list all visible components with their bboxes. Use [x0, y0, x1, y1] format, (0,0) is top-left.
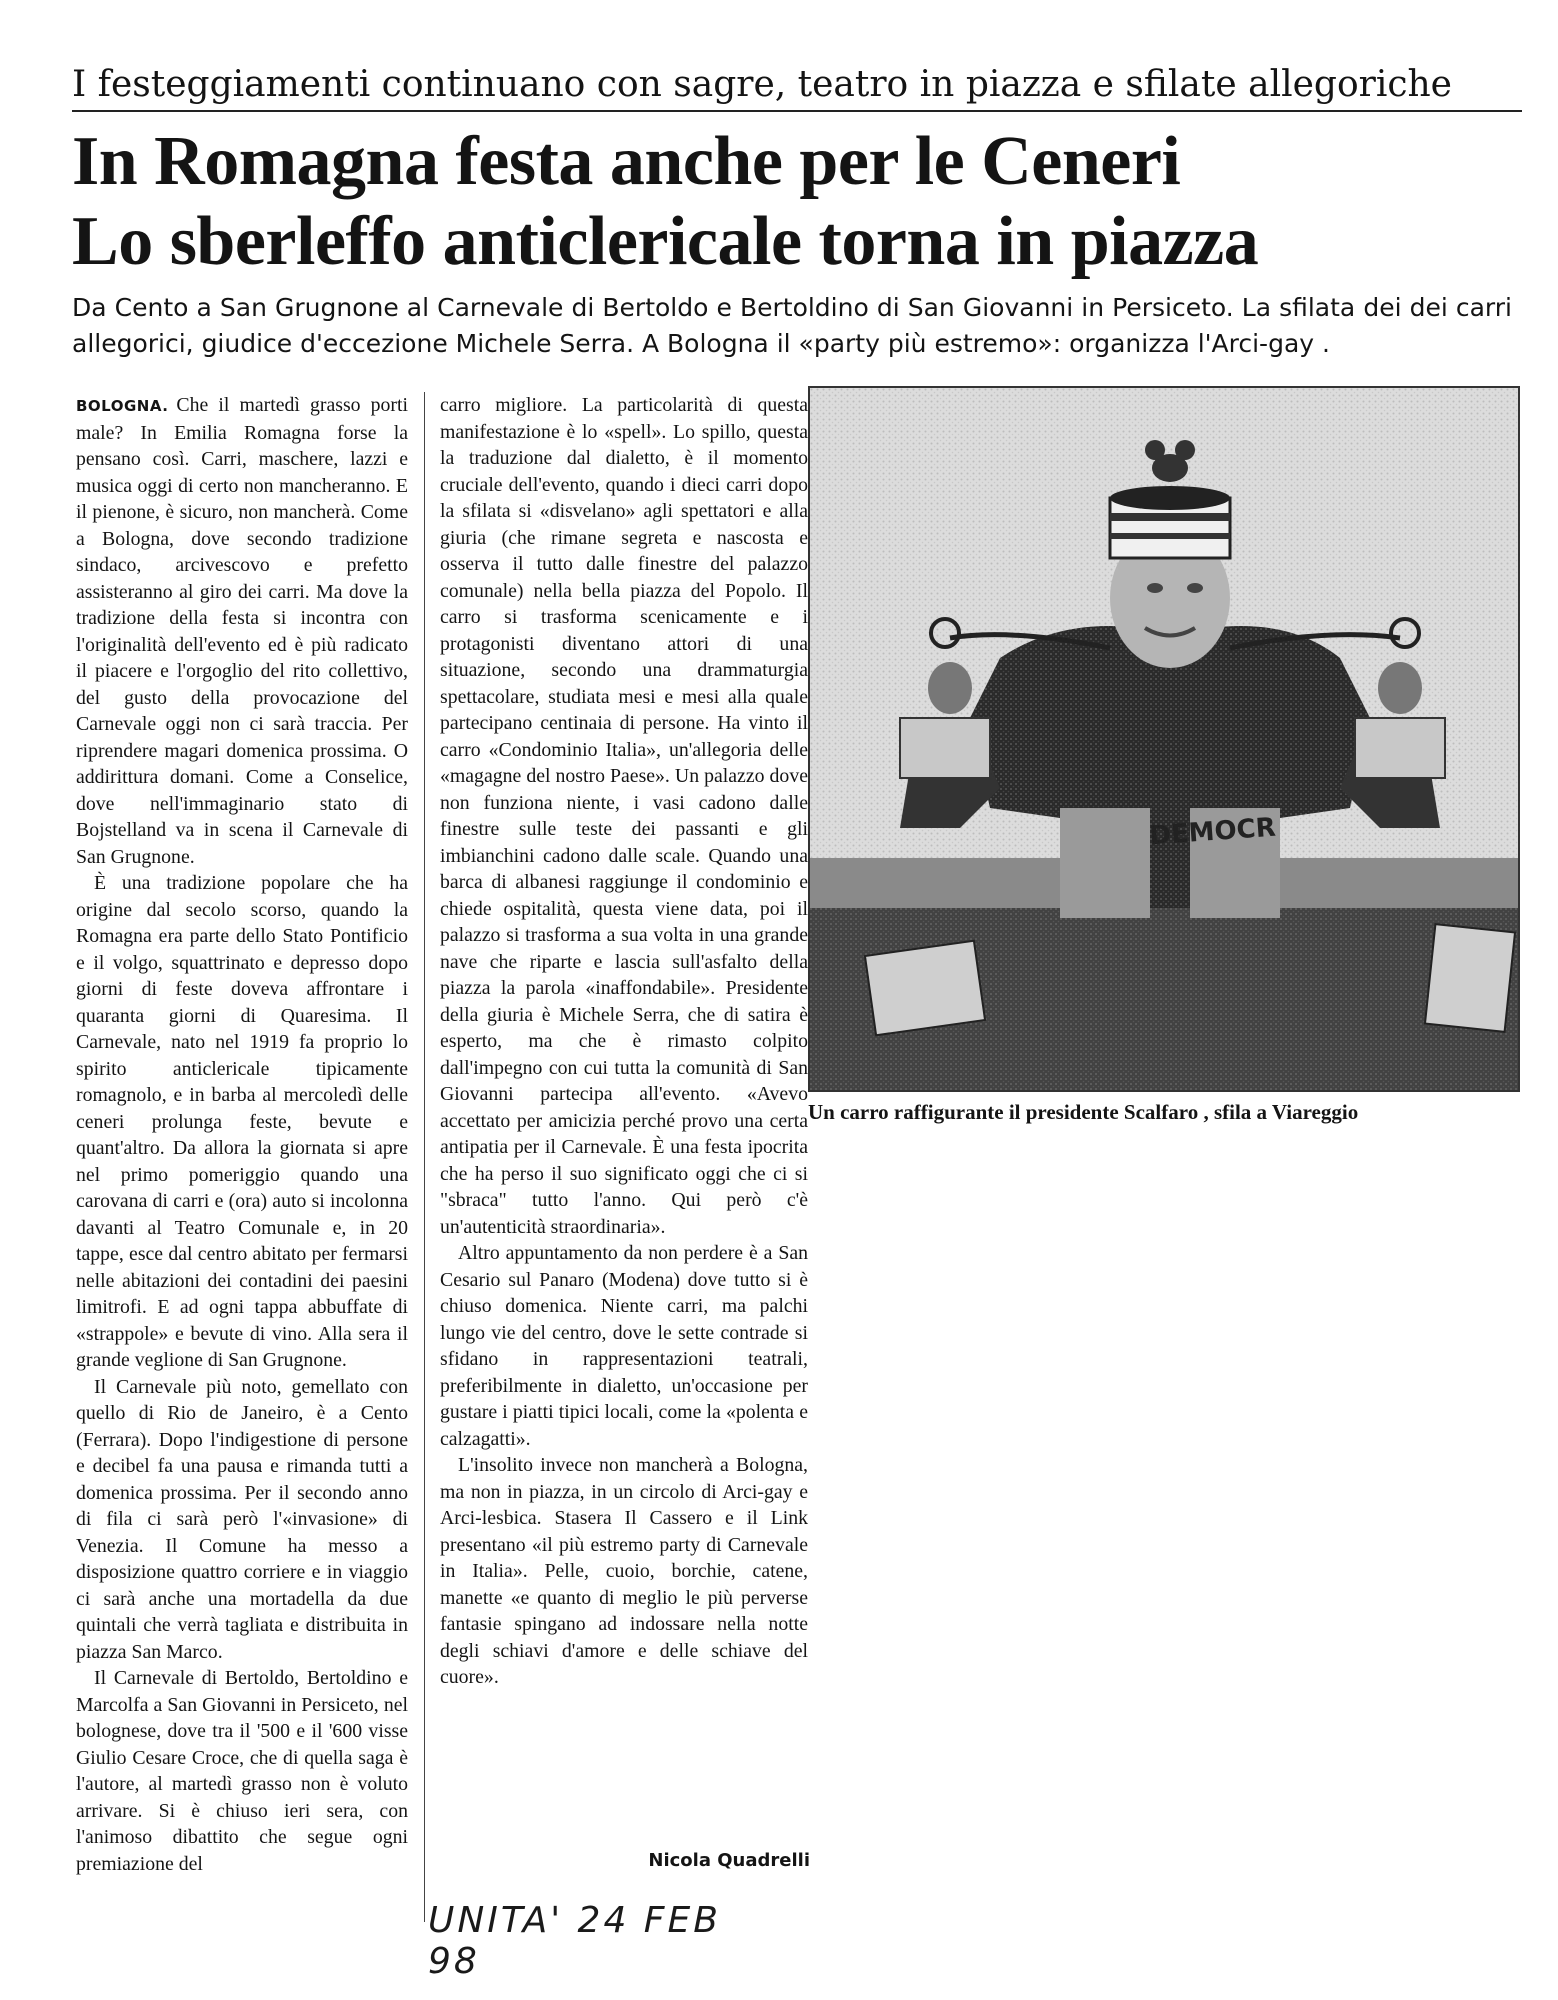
paragraph: L'insolito invece non mancherà a Bologna, ma non in piazza, in un circolo di Arci-gay e Arci-lesbica. Stasera Il Cassero e il Link presentano «il più estremo party di Carnevale in Italia». Pelle, cuoio, borchie, catene, manette «e quanto di meglio le più perverse fantasie spingano ad indossare nella notte degli schiavi d'amore e delle schiave del cuore».: [440, 1454, 808, 1688]
paragraph-text: Che il martedì grasso porti male? In Emilia Romagna forse la pensano così. Carri, maschere, lazzi e musica oggi di certo non mancheranno. E il pienone, è sicuro, non mancherà. Come a Bologna, dove secondo tradizione sindaco, arcivescovo e prefetto assisteranno al giro dei carri. Ma dove la tradizione della festa si incontra con l'originalità dell'evento ed è più radicato il piacere e l'orgoglio del rito collettivo, del gusto della provocazione del Carnevale oggi non ci sarà traccia. Per riprendere magari domenica prossima. O addirittura domani. Come a Conselice, dove nell'immaginario stato di Bojstelland va in scena il Carnevale di San Grugnone.: [76, 394, 408, 868]
kicker: I festeggiamenti continuano con sagre, teatro in piazza e sfilate allegoriche: [72, 62, 1522, 112]
byline: Nicola Quadrelli: [648, 1850, 810, 1871]
paragraph: Il Carnevale più noto, gemellato con quello di Rio de Janeiro, è a Cento (Ferrara). Dopo l'indigestione di persone e decibel fa una pausa e rimanda tutti a domenica prossima. Per il secondo anno di fila ci sarà però l'«invasione» di Venezia. Il Comune ha messo a disposizione quattro corriere e in viaggio ci sarà anche una mortadella da due quintali che verrà tagliata e distribuita in piazza San Marco.: [76, 1375, 408, 1663]
headline-line-2: Lo sberleffo anticlericale torna in piazza: [72, 203, 1259, 280]
paragraph: [76, 392, 408, 870]
paragraph: È una tradizione popolare che ha origine dal secolo scorso, quando la Romagna era parte dello Stato Pontificio e il volgo, squattrinato e depresso dopo giorni di feste doveva affrontare i quaranta giorni di Quaresima. Il Carnevale, nato nel 1919 fa proprio lo spirito anticlericale tipicamente romagnolo, e in barba al mercoledì delle ceneri prolunga feste, bevute e quant'altro. Da allora la giornata si apre nel primo pomeriggio quando una carovana di carri e (ora) auto si incolonna davanti al Teatro Comunale e, in 20 tappe, esce dal centro abitato per fermarsi nelle abitazioni dei contadini dei paesini limitrofi. E ad ogni tappa abbuffate di «strappole» e bevute di vino. Alla sera il grande veglione di San Grugnone.: [76, 872, 408, 1371]
subhead: Da Cento a San Grugnone al Carnevale di Bertoldo e Bertoldino di San Giovanni in Persiceto. La sfilata dei dei carri allegorici, giudice d'eccezione Michele Serra. A Bologna il «party più estremo»: organizza l'Arci-gay .: [72, 293, 1512, 358]
paragraph: Il Carnevale di Bertoldo, Bertoldino e Marcolfa a San Giovanni in Persiceto, nel bolognese, dove tra il '500 e il '600 visse Giulio Cesare Croce, che di quella saga è l'autore, al martedì grasso non è voluto arrivare. Si è chiuso ieri sera, con l'animoso dibattito che segue ogni premiazione del: [76, 1667, 408, 1875]
float-sign-text: DEMOCR: [1148, 812, 1277, 852]
float-illustration: [810, 388, 1518, 1090]
handwritten-date-note: UNITA' 24 FEB 98: [428, 1900, 721, 1982]
headline: [72, 122, 1512, 282]
dateline: BOLOGNA.: [76, 397, 169, 415]
headline-line-1: In Romagna festa anche per le Ceneri: [72, 123, 1181, 200]
column-divider: [424, 392, 425, 1922]
photo-carnival-float: [808, 386, 1520, 1092]
paragraph: carro migliore. La particolarità di questa manifestazione è lo «spell». Lo spillo, questa la traduzione dal dialetto, è il momento cruciale dell'evento, quando i dieci carri dopo la sfilata si «disvelano» agli spettatori e alla giuria (che rimane segreta e nascosta e osserva il tutto dalle finestre del palazzo comunale) nella bella piazza del Popolo. Il carro si trasforma scenicamente e i protagonisti diventano attori di una situazione, secondo una drammaturgia spettacolare, studiata mesi e mesi alla quale partecipano centinaia di persone. Ha vinto il carro «Condominio Italia», un'allegoria delle «magagne del nostro Paese». Un palazzo dove non funziona niente, i vasi cadono dalle finestre sulle teste dei passanti e gli imbianchini cadono dalle scale. Quando una barca di albanesi raggiunge il condominio e chiede ospitalità, questa viene data, poi il palazzo si trasforma a sua volta in una grande nave che riparte e lascia sull'asfalto della piazza la parola «inaffondabile». Presidente della giuria è Michele Serra, che di satira è esperto, ma che è rimasto colpito dall'impegno con cui tutta la comunità di San Giovanni partecipa all'evento. «Avevo accettato per amicizia perché provo una certa antipatia per il Carnevale. È una festa ipocrita che ha perso il suo significato oggi che ci si "sbraca" tutto l'anno. Qui però c'è un'autenticità straordinaria».: [440, 394, 808, 1238]
photo-caption: Un carro raffigurante il presidente Scalfaro , sfila a Viareggio: [808, 1100, 1359, 1124]
article-column-2: [440, 392, 808, 1691]
article-column-1: [76, 392, 408, 1877]
paragraph: Altro appuntamento da non perdere è a San Cesario sul Panaro (Modena) dove tutto si è chiuso domenica. Niente carri, ma palchi lungo vie del centro, dove le sette contrade si sfidano in rappresentazioni teatrali, preferibilmente in dialetto, un'occasione per gustare i piatti tipici locali, come la «polenta e calzagatti».: [440, 1242, 808, 1450]
